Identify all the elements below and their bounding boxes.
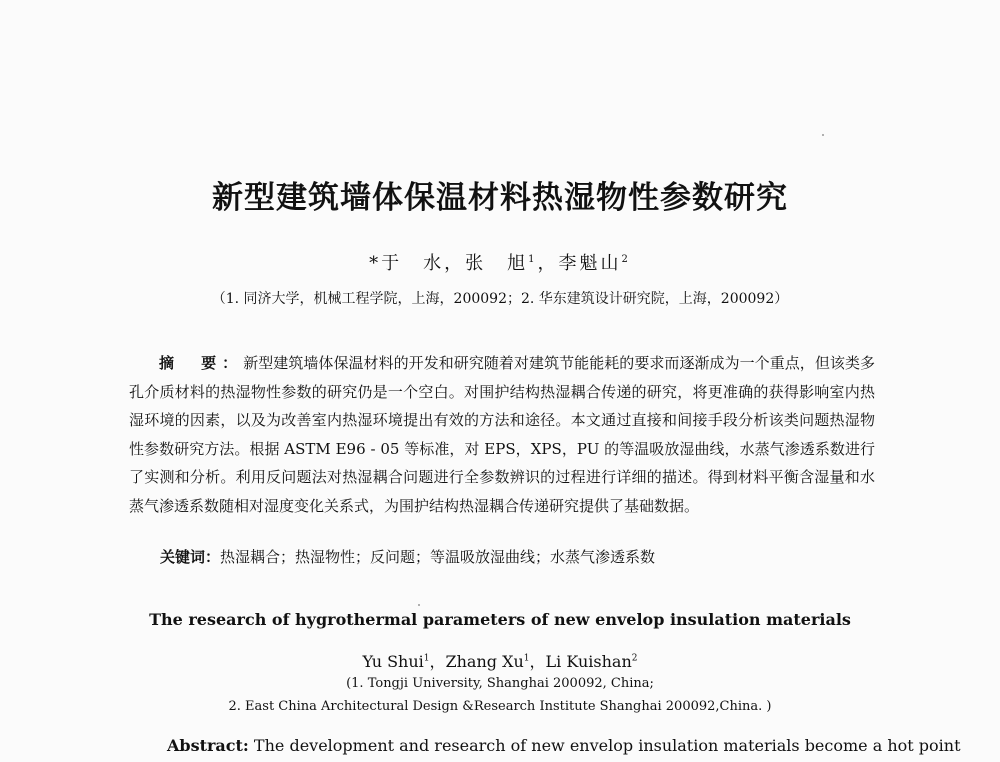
authors-en (0, 649, 1000, 672)
scan-speck (822, 134, 824, 136)
affiliation-en-line1: (1. Tongji University, Shanghai 200092, China; (346, 676, 654, 691)
author-en-3: ，Li Kuishan (529, 652, 632, 671)
authors-cn (0, 249, 1000, 275)
abstract-cn (129, 349, 875, 520)
author-en-1: Yu Shui (362, 652, 424, 671)
abstract-cn-text: 新型建筑墙体保温材料的开发和研究随着对建筑节能能耗的要求而逐渐成为一个重点，但该类多孔介质材料的热湿物性参数的研究仍是一个空白。对围护结构热湿耦合传递的研究，将更准确的获得影响室内热湿环境的因素，以及为改善室内热湿环境提出有效的方法和途径。本文通过直接和间接手段分析该类问题热湿物性参数研究方法。根据 ASTM E96 - 05 等标准，对 EPS，XPS，PU 的等温吸放湿曲线，水蒸气渗透系数进行了实测和分析。利用反问题法对热湿耦合问题进行全参数辨识的过程进行详细的描述。得到材料平衡含湿量和水蒸气渗透系数随相对湿度变化关系式，为围护结构热湿耦合传递研究提供了基础数据。 (129, 354, 875, 515)
keywords-cn (160, 546, 655, 567)
authors-cn-sup1: 1 (528, 254, 538, 265)
affiliation-en-line2: 2. East China Architectural Design &Research Institute Shanghai 200092,China. ) (228, 699, 772, 714)
abstract-en-text: The development and research of new envelop insulation materials become a hot point (248, 736, 961, 755)
scan-speck (418, 604, 420, 606)
paper-title-en: The research of hygrothermal parameters of new envelop insulation materials (149, 610, 851, 629)
author-en-2: ，Zhang Xu (429, 652, 524, 671)
affiliation-cn: （1. 同济大学，机械工程学院，上海，200092；2. 华东建筑设计研究院，上海，200092） (211, 291, 789, 307)
authors-cn-part1: *于 水，张 旭 (369, 253, 529, 274)
keywords-cn-label: 关键词： (160, 548, 221, 566)
author-en-3-sup: 2 (631, 653, 638, 664)
keywords-cn-text: 热湿耦合；热湿物性；反问题；等温吸放湿曲线；水蒸气渗透系数 (220, 548, 656, 566)
authors-cn-sup2: 2 (621, 254, 631, 265)
paper-title-cn: 新型建筑墙体保温材料热湿物性参数研究 (212, 180, 788, 216)
abstract-en (167, 736, 961, 755)
author-en-2-sup: 1 (523, 653, 530, 664)
author-en-1-sup: 1 (423, 653, 430, 664)
abstract-en-label: Abstract: (167, 736, 249, 755)
abstract-cn-label: 摘 要： (159, 354, 244, 372)
authors-cn-part2: ，李魁山 (537, 253, 622, 274)
